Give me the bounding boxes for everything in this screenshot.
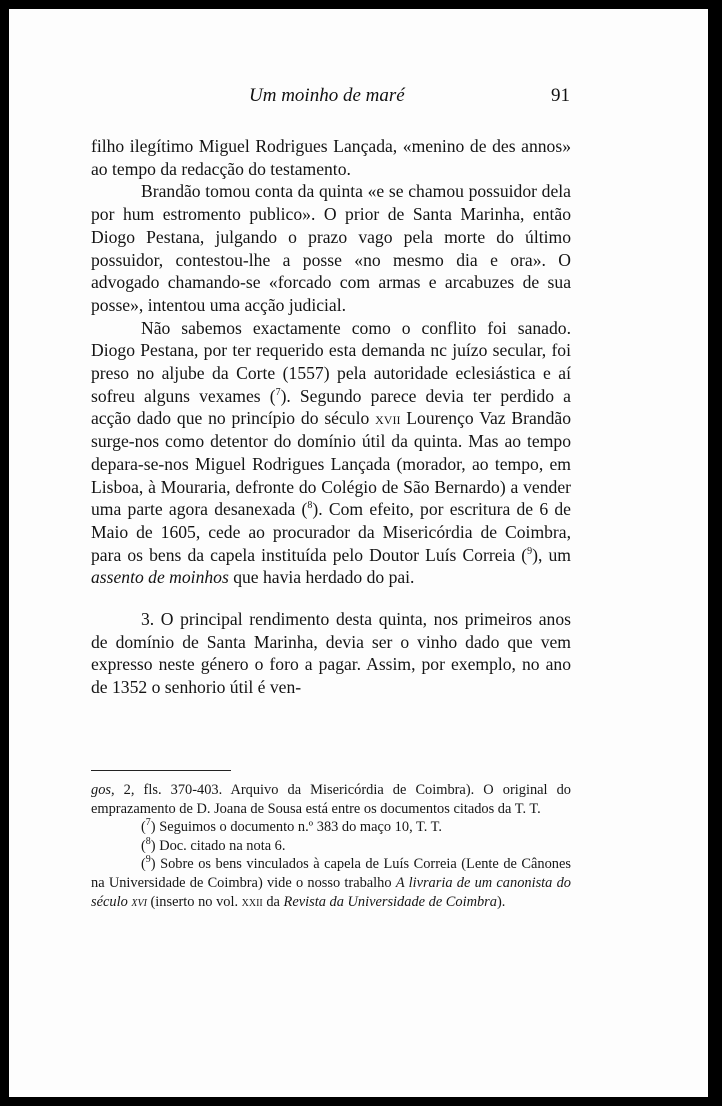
footnote-9-number: 9 (145, 854, 151, 866)
italic-assento: assento de moinhos (91, 567, 229, 588)
footnote-8: ($^8$) Doc. citado na nota 6. (141, 835, 286, 854)
footnote-cont-italic: gos (91, 782, 111, 798)
footnote-ref-9: 9 (527, 545, 533, 557)
footnote-ref-7: 7 (275, 386, 281, 398)
paragraph-3-part-b: ). Segundo parece devia ter perdido a acção dado que no princípio do século (91, 385, 571, 429)
footnote-7: ($^7$) Seguimos o documento n.º 383 do maço 10, T. T. (141, 817, 442, 836)
footnote-9-journal: Revista da Universidade de Coimbra (283, 893, 497, 910)
paragraph-2 (91, 180, 571, 316)
running-title: Um moinho de maré (249, 85, 405, 106)
footnote-separator (91, 770, 231, 771)
footnote-ref-8: 8 (307, 500, 313, 512)
footnote-9-part-b: (inserto no vol. (146, 893, 242, 910)
footnote-9-volume: xxii (241, 893, 263, 910)
footnote-9-part-a: Sobre os bens vinculados à capela de Luís Correia (Lente de Cânones na Universidade de Coimbra) vide o nosso trabalho (91, 856, 571, 891)
footnote-cont-text: , 2, fls. 370-403. Arquivo da Misericórdia de Coimbra). O original do emprazamento de D. Joana de Sousa está entre os documentos citados da T. T. (91, 782, 571, 817)
footnote-continuation (91, 781, 571, 818)
paragraph-2-text: Brandão tomou conta da quinta «e se chamou possuidor dela por hum estromento publico». O prior de Santa Marinha, então Diogo Pestana, julgando o prazo vago pela morte do último possuidor, contestou-lhe a posse «no mesmo dia e ora». O advogado chamando-se «forcado com armas e arcabuzes de sua posse», intentou uma acção judicial. (91, 181, 571, 315)
paragraph-3-part-e: ), um (532, 544, 571, 565)
footnote-7-number: 7 (145, 817, 151, 829)
section-3-text: 3. O principal rendimento desta quinta, nos primeiros anos de domínio de Santa Marinha, devia ser o vinho dado que vem expresso neste género o foro a pagar. Assim, por exemplo, no ano de 1352 o senhorio útil é ven- (91, 609, 571, 698)
page-header (9, 85, 708, 109)
footnote-9-part-c: da (262, 893, 284, 910)
paragraph-1 (91, 135, 571, 180)
main-text (91, 135, 571, 699)
paragraph-3 (91, 317, 571, 589)
paragraph-3-part-d: ). Com efeito, por escritura de 6 de Maio de 1605, cede ao procurador da Misericórdia de Coimbra, para os bens da capela instituída pelo Doutor Luís Correia ( (91, 499, 571, 565)
paragraph-3-part-a: Não sabemos exactamente como o conflito foi sanado. Diogo Pestana, por ter requerido esta demanda nc juízo secular, foi preso no aljube da Corte (1557) pela autoridade eclesiástica e aí sofreu alguns vexames ( (91, 317, 571, 406)
paragraph-1-text: filho ilegítimo Miguel Rodrigues Lançada, «menino de des annos» ao tempo da redacção do testamento. (91, 136, 571, 179)
footnote-9-century: xvi (131, 893, 147, 910)
footnote-8-number: 8 (145, 835, 151, 847)
footnote-9-part-d: ). (496, 893, 506, 910)
page-number: 91 (551, 85, 570, 106)
century-xvii: xvii (375, 408, 401, 429)
footnotes (91, 781, 571, 911)
book-page (9, 9, 708, 1097)
footnote-9-title: A livraria de um canonista do século (91, 874, 571, 910)
footnote-7-text: Seguimos o documento n.º 383 do maço 10, T. T. (155, 819, 442, 836)
paragraph-3-part-c: Lourenço Vaz Brandão surge-nos como detentor do domínio útil da quinta. Mas ao tempo depara-se-nos Miguel Rodrigues Lançada (morador, ao tempo, em Lisboa, à Mouraria, defronte do Colégio de São Bernardo) a vender uma parte agora desanexada ( (91, 408, 571, 520)
section-3-paragraph (91, 608, 571, 699)
footnote-8-text: Doc. citado na nota 6. (155, 837, 286, 854)
paragraph-3-part-f: que havia herdado do pai. (228, 567, 415, 588)
footnote-9: ($^9$) Sobre os bens vinculados à capela de Luís Correia (Lente de Cânones na Universidade de Coimbra) vide o nosso trabalho A livraria de um canonista do século xvi (inserto no vol. xxii da Revista da Universidade de Coimbra). (91, 854, 571, 910)
